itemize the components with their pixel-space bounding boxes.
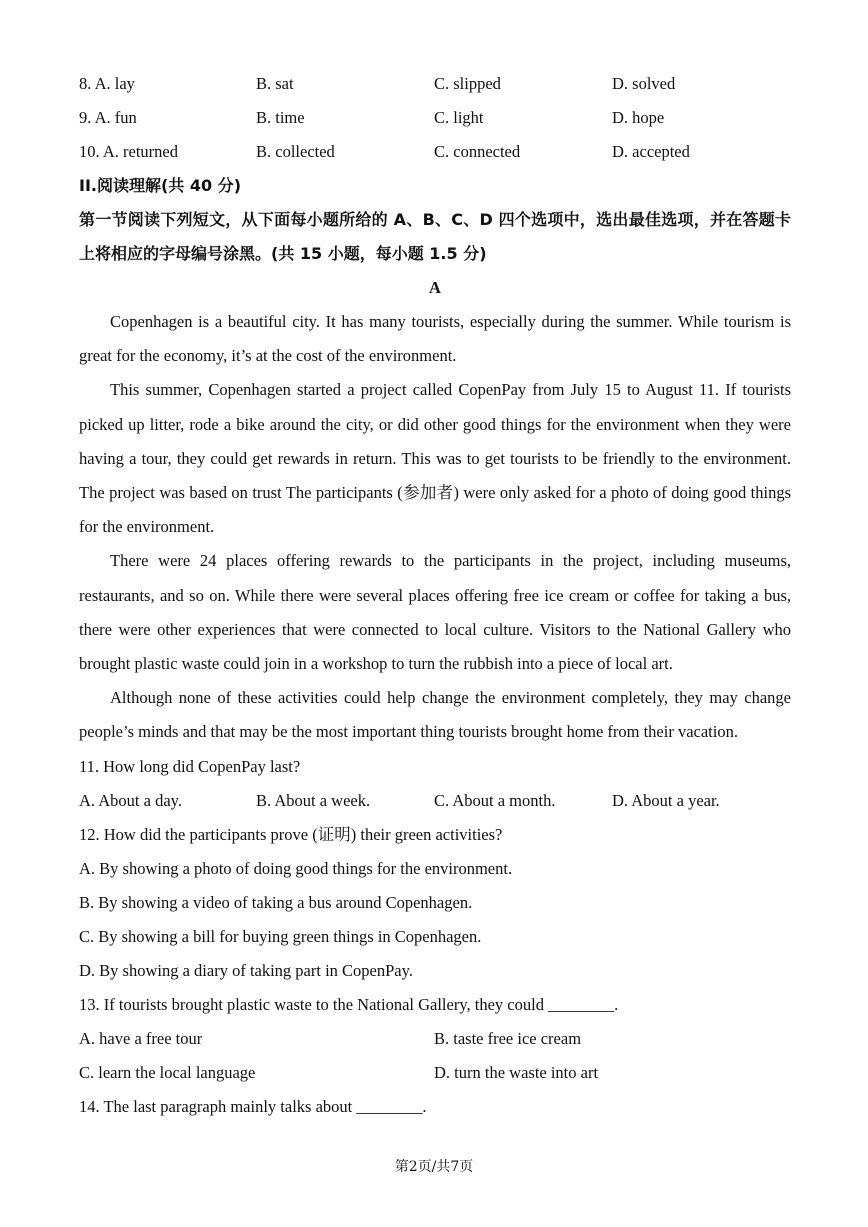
options-row-8: [79, 67, 791, 101]
option-c: C. By showing a bill for buying green things in Copenhagen.: [79, 926, 482, 946]
passage-paragraph-1: Copenhagen is a beautiful city. It has many tourists, especially during the summer. While tourism is great for the economy, it’s at the cost of the environment.: [79, 312, 791, 366]
option-c: C. About a month.: [434, 790, 556, 810]
option-a: A. By showing a photo of doing good things for the environment.: [79, 858, 513, 878]
option-b: B. By showing a video of taking a bus around Copenhagen.: [79, 892, 473, 912]
passage-paragraph-2: This summer, Copenhagen started a project called CopenPay from July 15 to August 11. If tourists picked up litter, rode a bike around the city, or did other good things for the environment when they were having a tour, they could get rewards in return. This was to get tourists to be friendly to the environment. The project was based on trust The participants (参加者) were only asked for a photo of doing good things for the environment.: [79, 380, 791, 537]
option-d: D. About a year.: [612, 790, 720, 810]
option-a: 8. A. lay: [79, 74, 135, 93]
options-row-9: [79, 101, 791, 135]
option-c: C. slipped: [434, 74, 501, 93]
page-footer: 第2页/共7页: [394, 1159, 474, 1175]
question-14-stem: 14. The last paragraph mainly talks about ________.: [79, 1096, 427, 1116]
option-b: B. sat: [256, 74, 294, 93]
question-13-options-1: [79, 1022, 791, 1056]
option-a: 9. A. fun: [79, 108, 137, 127]
option-c: C. learn the local language: [79, 1062, 256, 1082]
passage-paragraph-3: There were 24 places offering rewards to the participants in the project, including museums, restaurants, and so on. While there were several places offering free ice cream or coffee for taking a bus, there were other experiences that were connected to local culture. Visitors to the National Gallery who brought plastic waste could join in a workshop to turn the rubbish into a piece of local art.: [79, 551, 791, 674]
options-row-10: [79, 135, 791, 169]
option-d: D. accepted: [612, 142, 690, 161]
option-d: D. turn the waste into art: [434, 1062, 599, 1082]
passage-label: A: [429, 278, 441, 297]
section-instruction: 第一节阅读下列短文，从下面每小题所给的 A、B、C、D 四个选项中，选出最佳选项，并在答题卡上将相应的字母编号涂黑。(共 15 小题，每小题 1.5 分): [79, 210, 791, 263]
option-d: D. By showing a diary of taking part in CopenPay.: [79, 960, 413, 980]
option-b: B. time: [256, 108, 305, 127]
exam-page: [79, 67, 791, 1124]
section-title: II.阅读理解(共 40 分): [79, 176, 242, 195]
option-c: C. light: [434, 108, 484, 127]
question-11-stem: 11. How long did CopenPay last?: [79, 756, 301, 776]
option-d: D. solved: [612, 74, 676, 93]
question-11-options: [79, 784, 791, 818]
option-d: D. hope: [612, 108, 665, 127]
option-a: A. have a free tour: [79, 1028, 203, 1048]
option-b: B. collected: [256, 142, 335, 161]
question-13-stem: 13. If tourists brought plastic waste to the National Gallery, they could ________.: [79, 994, 619, 1014]
passage-paragraph-4: Although none of these activities could help change the environment completely, they may change people’s minds and that may be the most important thing tourists brought home from their vacation.: [79, 688, 791, 742]
question-12-stem: 12. How did the participants prove (证明) their green activities?: [79, 824, 503, 844]
option-b: B. About a week.: [256, 790, 371, 810]
option-b: B. taste free ice cream: [434, 1028, 582, 1048]
option-c: C. connected: [434, 142, 521, 161]
option-a: 10. A. returned: [79, 142, 178, 161]
option-a: A. About a day.: [79, 790, 182, 810]
question-13-options-2: [79, 1056, 791, 1090]
